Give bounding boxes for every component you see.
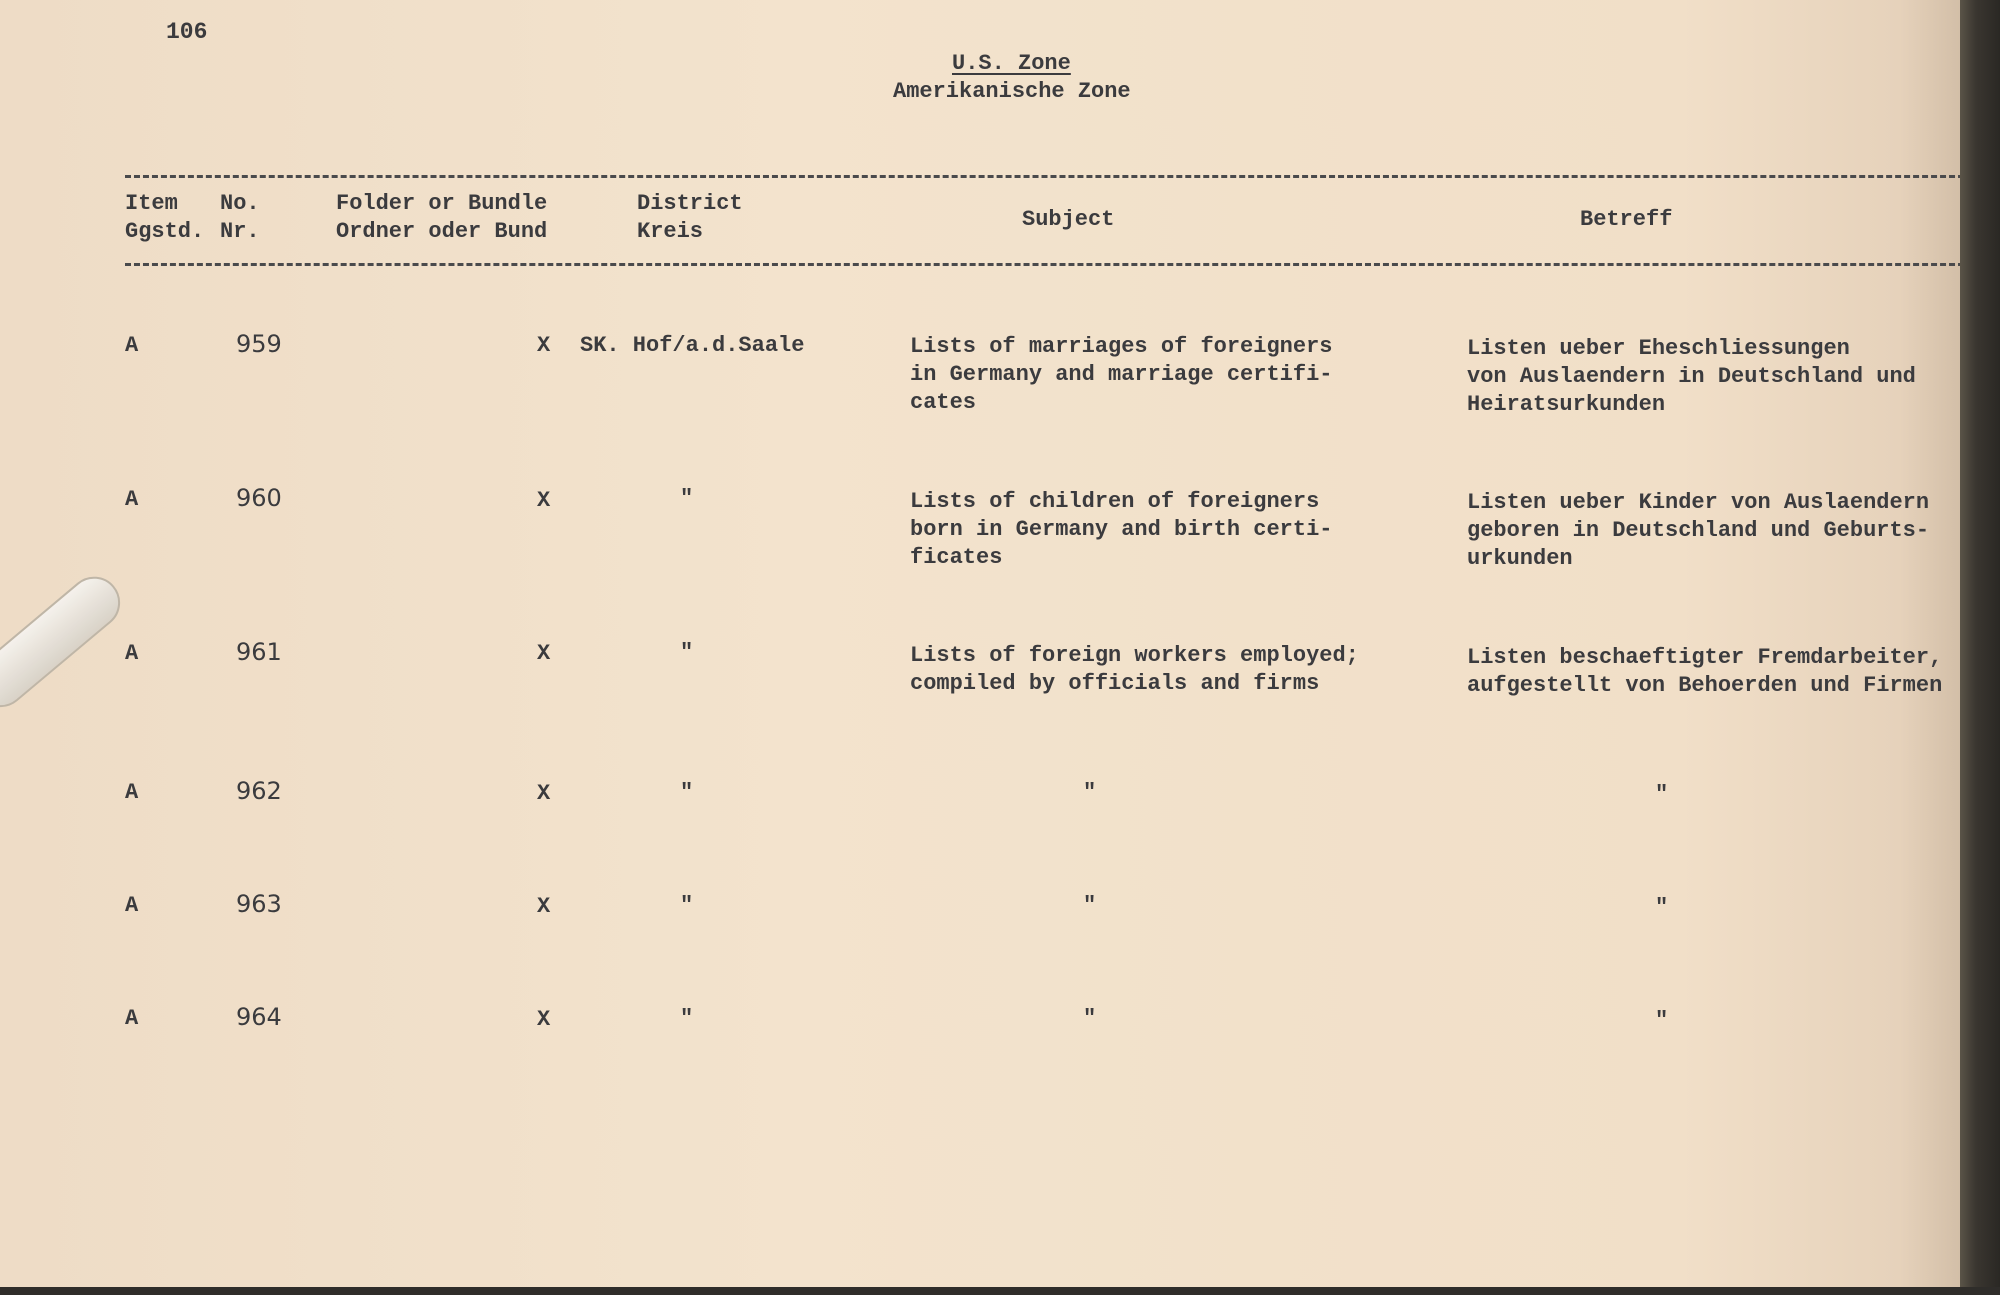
header-subject: Subject [1022, 207, 1115, 232]
cell-folder-mark: X [537, 1007, 551, 1032]
cell-item: A [125, 1006, 139, 1031]
cell-number: 961 [236, 638, 282, 666]
cell-betreff: " [1655, 782, 1669, 807]
page-title: U.S. Zone [952, 51, 1071, 76]
header-no: No. Nr. [220, 191, 260, 244]
cell-subject: Lists of foreign workers employed; compiled by officials and firms [910, 643, 1359, 696]
cell-district: " [680, 486, 694, 511]
header-district: District Kreis [637, 191, 743, 244]
header-folder: Folder or Bundle Ordner oder Bund [336, 191, 548, 244]
cell-number: 960 [236, 484, 282, 512]
cell-folder-mark: X [537, 333, 551, 358]
cell-betreff: Listen ueber Kinder von Auslaendern geboren in Deutschland und Geburts- urkunden [1467, 490, 1930, 571]
cell-district: " [680, 893, 694, 918]
header-top-rule [125, 175, 1973, 178]
page-subtitle: Amerikanische Zone [893, 79, 1131, 104]
cell-betreff: " [1655, 1008, 1669, 1033]
page-bottom-edge [0, 1287, 2000, 1295]
cell-number: 959 [236, 330, 282, 358]
book-binding-edge [1960, 0, 2000, 1295]
cell-number: 964 [236, 1003, 282, 1031]
cell-folder-mark: X [537, 894, 551, 919]
cell-district: " [680, 640, 694, 665]
header-bottom-rule [125, 263, 1973, 266]
cell-item: A [125, 641, 139, 666]
cell-item: A [125, 893, 139, 918]
header-betreff: Betreff [1580, 207, 1673, 232]
cell-betreff: Listen ueber Eheschliessungen von Auslaendern in Deutschland und Heiratsurkunden [1467, 336, 1916, 417]
cell-item: A [125, 487, 139, 512]
cell-subject: Lists of children of foreigners born in Germany and birth certi- ficates [910, 489, 1333, 570]
cell-subject: " [1083, 780, 1097, 805]
cell-betreff: Listen beschaeftigter Fremdarbeiter, aufgestellt von Behoerden und Firmen [1467, 645, 1943, 698]
cell-folder-mark: X [537, 641, 551, 666]
cell-item: A [125, 333, 139, 358]
paper-clip [0, 566, 131, 718]
cell-number: 962 [236, 777, 282, 805]
page-number: 106 [166, 19, 208, 45]
cell-district: " [680, 780, 694, 805]
cell-subject: " [1083, 893, 1097, 918]
cell-subject: " [1083, 1006, 1097, 1031]
cell-folder-mark: X [537, 781, 551, 806]
cell-folder-mark: X [537, 488, 551, 513]
cell-subject: Lists of marriages of foreigners in Germany and marriage certifi- cates [910, 334, 1333, 415]
cell-item: A [125, 780, 139, 805]
cell-district: " [680, 1006, 694, 1031]
cell-number: 963 [236, 890, 282, 918]
cell-district: SK. Hof/a.d.Saale [580, 333, 805, 358]
header-item: Item Ggstd. [125, 191, 205, 244]
cell-betreff: " [1655, 895, 1669, 920]
